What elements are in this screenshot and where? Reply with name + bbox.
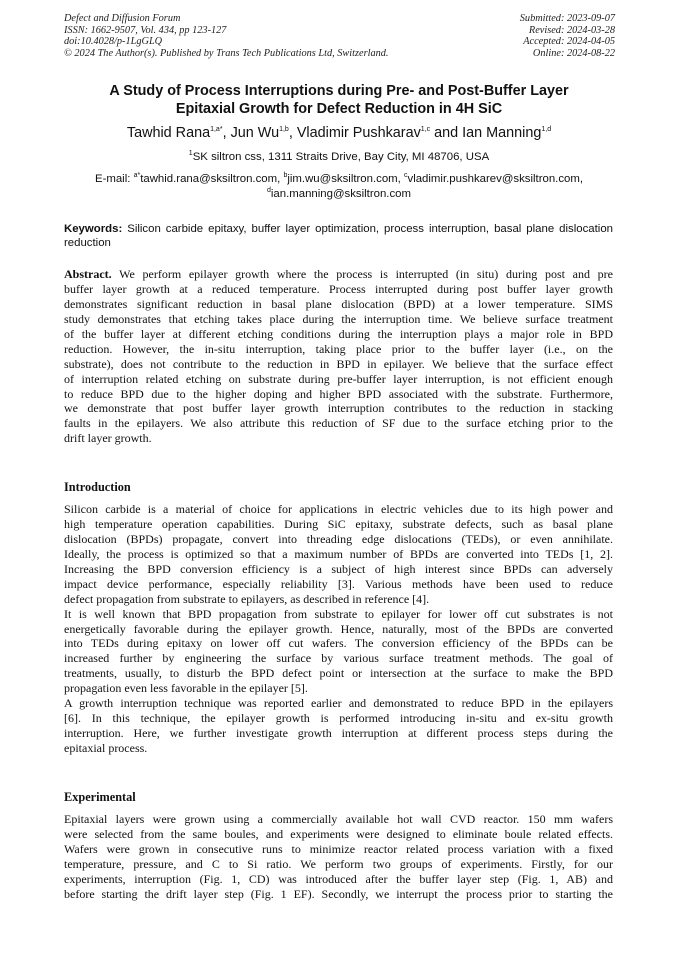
body-line: It is well known that BPD propagation from substrate to epilayer for lower off cut substrates is not [64,606,613,621]
email-label: E-mail: [94,173,134,185]
body-line: into TEDs during epitaxy on lower off cut wafers. The conversion efficiency of the BPDs can be [64,636,613,651]
body-line: impact device performance, especially reliability [3]. Various methods have been used to reduce [64,576,613,591]
abstract-line: faults in the epilayers. We also attribute this reduction of SF due to the surface etching prior to the [64,416,613,431]
body-line: Increasing the BPD conversion efficiency is a subject of high interest since BPDs can adversely [64,561,613,576]
body-line: increased further by engineering the surface by various surface treatment methods. The goal of [64,651,613,666]
abstract-line: to reduce BPD due to the higher doping and higher BPD associated with the substrate. Furthermore, [64,386,613,401]
accepted-date: Accepted: 2024-04-05 [523,36,615,48]
author-superscript: 1,b [279,126,289,134]
abstract-line: reduction. However, the in-situ interruption, taking place prior to the buffer layer (i.e., on the [64,341,613,356]
abstract-line: drift layer growth. [64,431,152,446]
affiliation [0,150,678,164]
dates-header [520,13,615,59]
abstract-line: buffer layer growth at a reduced temperature. Process interrupted during post buffer layer growth [64,281,613,296]
body-line: dislocation (BPDs) propagate, convert into threading edge dislocations (TEDs), or even annihilate. [64,531,613,546]
experimental-heading: Experimental [64,790,136,804]
abstract-line: of the buffer layer at different etching conditions during the interruption plays a major role in BPD [64,326,613,341]
author-list [0,124,678,142]
title-line-2: Epitaxial Growth for Defect Reduction in 4H SiC [175,101,503,117]
body-line: high temperature operation capabilities. During SiC epitaxy, substrate defects, such as basal plane [64,516,613,531]
body-line: energetically favorable during the epilayer growth. Hence, naturally, most of the BPDs are converted [64,621,613,636]
author-superscript: 1,c [420,126,431,134]
body-line: [6]. In this technique, the epilayer growth is performed introducing in-situ and ex-situ growth [64,711,613,726]
email-superscript: c [404,172,408,180]
author-name: Ian Manning [462,125,542,141]
body-line: temperature, pressure, and C to Si ratio. We perform two groups of experiments. Firstly, for our [64,856,613,871]
revised-date: Revised: 2024-03-28 [528,24,615,36]
submitted-date: Submitted: 2023-09-07 [519,13,615,24]
body-line: epitaxial process. [64,741,148,755]
author-superscript: 1,d [541,126,552,134]
body-line: were selected from the same boules, and experiments were designed to eliminate boule related effects. [64,826,613,841]
email-list [60,172,618,202]
affiliation-text: SK siltron css, 1311 Straits Drive, Bay City, MI 48706, USA [192,151,490,163]
issn-line: ISSN: 1662-9507, Vol. 434, pp 123-127 [64,24,227,36]
introduction-heading: Introduction [64,480,131,494]
abstract-line: demonstrates significant reduction in basal plane dislocation (BPD) at a lower temperature. SIMS [64,296,613,311]
journal-name: Defect and Diffusion Forum [64,13,181,24]
affiliation-superscript: 1 [188,150,193,158]
copyright-line: © 2024 The Author(s). Published by Trans Tech Publications Ltd, Switzerland. [64,47,389,59]
body-line: Wafers were grown in consecutive runs to minimize reactor related process variation with a fixed [64,841,613,856]
author-name: Jun Wu [230,125,280,141]
email-superscript: a* [133,172,141,180]
email-address[interactable]: jim.wu@sksiltron.com, [287,173,404,185]
abstract-label: Abstract. [64,267,112,281]
abstract-text: We perform epilayer growth where the process is interrupted (in situ) during post and pre [111,267,613,281]
body-line: experiments, interruption (Fig. 1, CD) was introduced after the buffer layer step (Fig. 1, AB) and [64,871,613,886]
author-separator: , [288,125,297,141]
email-superscript: b [283,172,288,180]
journal-header [64,13,388,59]
experimental-body [64,812,613,902]
body-line: Ideally, the process is optimized so that a maximum number of BPDs are converted into TEDs [1, 2]. [64,546,613,561]
email-address[interactable]: ian.manning@sksiltron.com [270,188,411,200]
body-line: treatments, usually, to disturb the BPD defect point or intersection at the surface to make the BPD [64,666,613,681]
body-line: propagation even less favorable in the epilayer [5]. [64,681,308,696]
body-line: before starting the drift layer step (Fig. 1 EF). Secondly, we interrupt the process prior to starting the [64,886,613,901]
abstract [64,267,613,446]
author-separator: , [222,125,231,141]
abstract-line: of interruption related etching on substrate during pre-buffer layer interruption, is not efficient enough [64,371,613,386]
online-date: Online: 2024-08-22 [532,47,615,59]
abstract-line [64,267,613,282]
keywords-label: Keywords: [64,223,123,235]
paper-title [40,82,638,118]
author-name: Tawhid Rana [126,125,211,141]
keywords-text: Silicon carbide epitaxy, buffer layer optimization, process interruption, basal plane dislocation reduction [64,223,613,250]
body-line: interruption. Here, we further investigate growth interruption at different process steps during the [64,726,613,741]
doi-line: doi:10.4028/p-1LgGLQ [64,36,163,48]
author-superscript: 1,a* [210,126,223,134]
abstract-line: substrate), does not contribute to the reduction in BPD in epilayer. We believe that the surface effect [64,356,613,371]
body-line: defect propagation from substrate to epilayers, as described in reference [4]. [64,591,430,606]
abstract-line: study demonstrates that etching takes place during the interruption time. We believe surface treatment [64,311,613,326]
body-line: Silicon carbide is a material of choice for applications in electric vehicles due to its high power and [64,502,613,516]
title-line-1: A Study of Process Interruptions during Pre- and Post-Buffer Layer [109,83,569,99]
keywords [64,222,613,251]
introduction-body [64,502,613,756]
body-line: Epitaxial layers were grown using a commercially available hot wall CVD reactor. 150 mm wafers [64,812,613,826]
body-line: A growth interruption technique was reported earlier and demonstrated to reduce BPD in the epilayers [64,696,613,711]
email-address[interactable]: tawhid.rana@sksiltron.com, [140,173,284,185]
author-name: Vladimir Pushkarav [296,125,421,141]
author-separator: and [430,125,463,141]
abstract-line: we demonstrate that post buffer layer growth interruption contributes to the reduction in stacking [64,401,613,416]
email-superscript: d [267,187,271,195]
email-address[interactable]: vladimir.pushkarev@sksiltron.com, [407,173,584,185]
